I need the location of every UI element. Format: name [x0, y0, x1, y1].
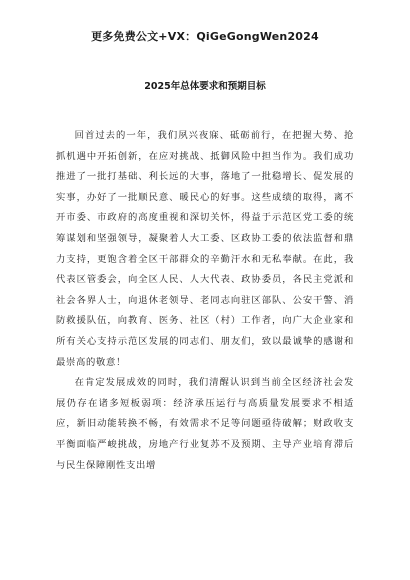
document-title: 2025年总体要求和预期目标 — [144, 81, 266, 92]
document-header: 更多免费公文+VX：QiGeGongWen2024 — [91, 30, 319, 43]
paragraph-2: 在肯定发展成效的同时，我们清醒认识到当前全区经济社会发展仍存在诸多短板弱项：经济承压运行与高质量发展要求不相适应，新旧动能转换不畅，有效需求不足等问题亟待破解；财政收支平衡面临严峻挑战，房地产行业复苏不及预期、主导产业培育滞后与民生保障刚性支出增 — [56, 377, 354, 471]
paragraph-1: 回首过去的一年，我们夙兴夜寐、砥砺前行，在把握大势、抢抓机遇中开拓创新，在应对挑战、抵御风险中担当作为。我们成功推进了一批打基础、利长远的大事，落地了一批稳增长、促发展的实事，办好了一批顺民意、暖民心的好事。这些成绩的取得，离不开市委、市政府的高度重视和深切关怀，得益于示范区党工委的统筹谋划和坚强领导，凝聚着人大工委、区政协工委的依法监督和鼎力支持，更饱含着全区干部群众的辛勤汗水和无私奉献。在此，我代表区管委会，向全区人民、人大代表、政协委员，各民主党派和社会各界人士，向退休老领导、老同志向驻区部队、公安干警、消防救援队伍，向教育、医务、社区（村）工作者，向广大企业家和所有关心支持示范区发展的同志们、朋友们，致以最诚挚的感谢和最崇高的敬意！ — [56, 130, 354, 368]
